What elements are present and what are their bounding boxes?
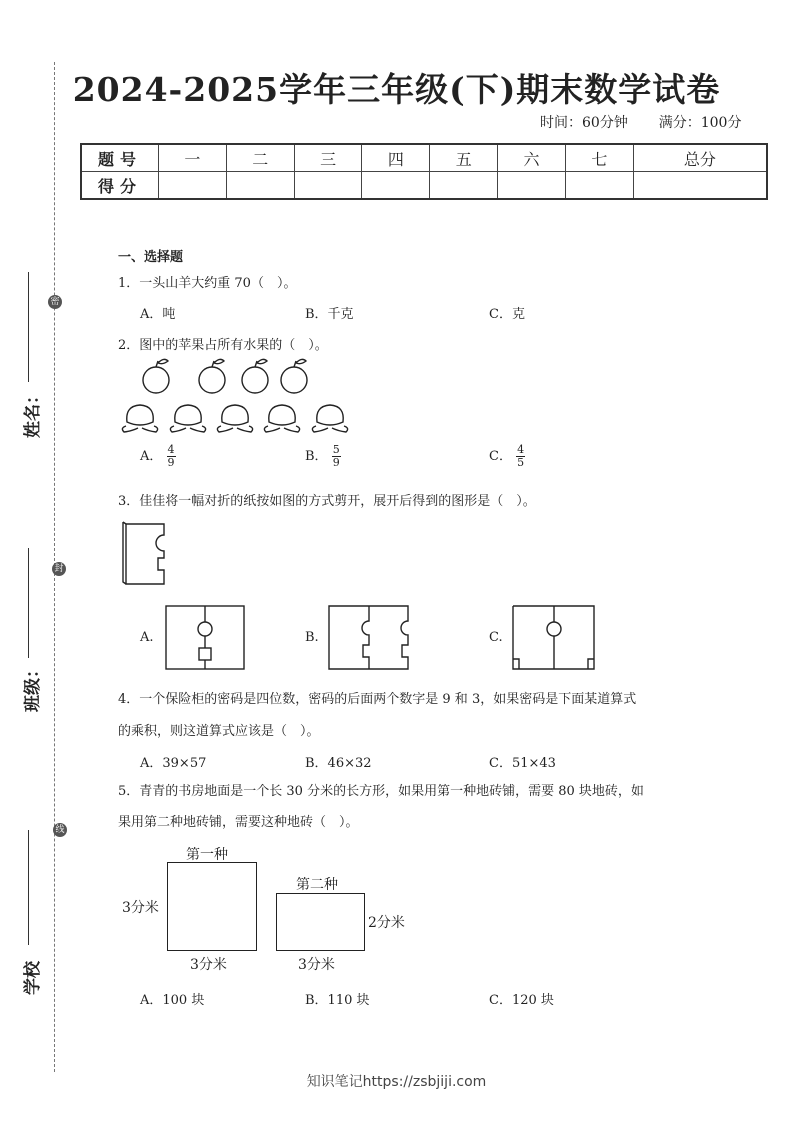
score-cell[interactable]	[498, 172, 566, 200]
seal-mi: 密	[48, 295, 62, 309]
q2-option-b-fraction	[332, 444, 341, 469]
q1-option-a[interactable]: A．吨	[140, 307, 176, 322]
numerator: 4	[517, 443, 525, 456]
q2-option-b-prefix: B．	[305, 449, 328, 464]
q5-text-line1: 5．青青的书房地面是一个长 30 分米的长方形，如果用第一种地砖铺，需要 80 块地砖，如	[118, 784, 644, 799]
name-write-line[interactable]	[28, 272, 29, 382]
col-2: 二	[226, 144, 294, 172]
denominator: 5	[517, 456, 525, 469]
q2-option-c[interactable]	[489, 444, 525, 469]
q2-option-a-fraction	[167, 444, 176, 469]
score-table-header-row	[81, 144, 767, 172]
q3-option-b-figure[interactable]	[328, 605, 410, 671]
q2-text: 2．图中的苹果占所有水果的（ ）。	[118, 338, 328, 353]
q3-option-a[interactable]: A.	[140, 630, 154, 645]
q2-option-a[interactable]	[140, 444, 176, 469]
class-label: 班级：	[23, 661, 43, 712]
score-cell[interactable]	[362, 172, 430, 200]
col-1: 一	[159, 144, 227, 172]
seal-feng: 封	[52, 562, 66, 576]
score-cell[interactable]	[633, 172, 767, 200]
tile-1-side-length: 3分米	[122, 900, 159, 916]
col-6: 六	[498, 144, 566, 172]
footer-watermark: 知识笔记https://zsbjiji.com	[306, 1074, 487, 1090]
school-label: 学校	[23, 961, 43, 995]
q1-text: 1．一头山羊大约重 70（ ）。	[118, 276, 297, 291]
q1-option-c[interactable]: C．克	[489, 307, 525, 322]
q2-fruit-figure	[120, 358, 360, 438]
q4-text-line2: 的乘积，则这道算式应该是（ ）。	[118, 724, 320, 739]
q2-option-c-fraction	[516, 444, 525, 469]
score-table-score-row	[81, 172, 767, 200]
class-write-line[interactable]	[28, 548, 29, 658]
score-cell[interactable]	[294, 172, 362, 200]
tile-2-side-length: 2分米	[368, 915, 405, 931]
q2-option-a-prefix: A．	[140, 449, 163, 464]
numerator: 4	[167, 443, 175, 456]
tile-2-rectangle	[276, 893, 365, 951]
numerator: 5	[332, 443, 340, 456]
tile-1-square	[167, 862, 257, 951]
score-cell[interactable]	[159, 172, 227, 200]
q5-option-a[interactable]: A．100 块	[140, 993, 205, 1008]
section-heading: 一、选择题	[118, 250, 184, 265]
q3-option-a-figure[interactable]	[165, 605, 245, 671]
score-table	[80, 143, 768, 200]
q4-option-b[interactable]: B．46×32	[305, 756, 372, 771]
seal-xian: 线	[53, 823, 67, 837]
q3-option-c[interactable]: C.	[489, 630, 503, 645]
score-cell[interactable]	[565, 172, 633, 200]
q5-text-line2: 果用第二种地砖铺，需要这种地砖（ ）。	[118, 815, 359, 830]
q3-option-b[interactable]: B.	[305, 630, 319, 645]
full-score: 满分：100分	[658, 115, 742, 131]
col-4: 四	[362, 144, 430, 172]
q5-option-c[interactable]: C．120 块	[489, 993, 554, 1008]
time-limit: 时间：60分钟	[540, 115, 628, 131]
exam-info	[540, 112, 741, 132]
q3-folded-paper-figure	[120, 518, 170, 588]
row-head-question: 题号	[81, 144, 159, 172]
peach-icon	[122, 405, 347, 432]
col-total: 总分	[633, 144, 767, 172]
tile-2-label: 第二种	[296, 877, 338, 893]
q4-text-line1: 4．一个保险柜的密码是四位数，密码的后面两个数字是 9 和 3，如果密码是下面某道算式	[118, 692, 637, 707]
school-write-line[interactable]	[28, 830, 29, 945]
tile-1-label: 第一种	[186, 847, 228, 863]
tile-2-bottom-length: 3分米	[298, 957, 335, 973]
apple-icon	[143, 359, 307, 393]
col-7: 七	[565, 144, 633, 172]
score-cell[interactable]	[430, 172, 498, 200]
denominator: 9	[167, 456, 175, 469]
score-cell[interactable]	[226, 172, 294, 200]
q2-option-c-prefix: C．	[489, 449, 512, 464]
name-label: 姓名：	[23, 387, 43, 438]
tile-1-bottom-length: 3分米	[190, 957, 227, 973]
q4-option-a[interactable]: A．39×57	[140, 756, 207, 771]
page-title: 2024-2025学年三年级(下)期末数学试卷	[72, 70, 721, 109]
denominator: 9	[332, 456, 340, 469]
col-5: 五	[430, 144, 498, 172]
row-head-score: 得分	[81, 172, 159, 200]
q2-option-b[interactable]	[305, 444, 341, 469]
q3-text: 3．佳佳将一幅对折的纸按如图的方式剪开，展开后得到的图形是（ ）。	[118, 494, 536, 509]
col-3: 三	[294, 144, 362, 172]
q1-option-b[interactable]: B．千克	[305, 307, 354, 322]
q5-option-b[interactable]: B．110 块	[305, 993, 370, 1008]
q3-option-c-figure[interactable]	[512, 605, 596, 671]
q4-option-c[interactable]: C．51×43	[489, 756, 556, 771]
